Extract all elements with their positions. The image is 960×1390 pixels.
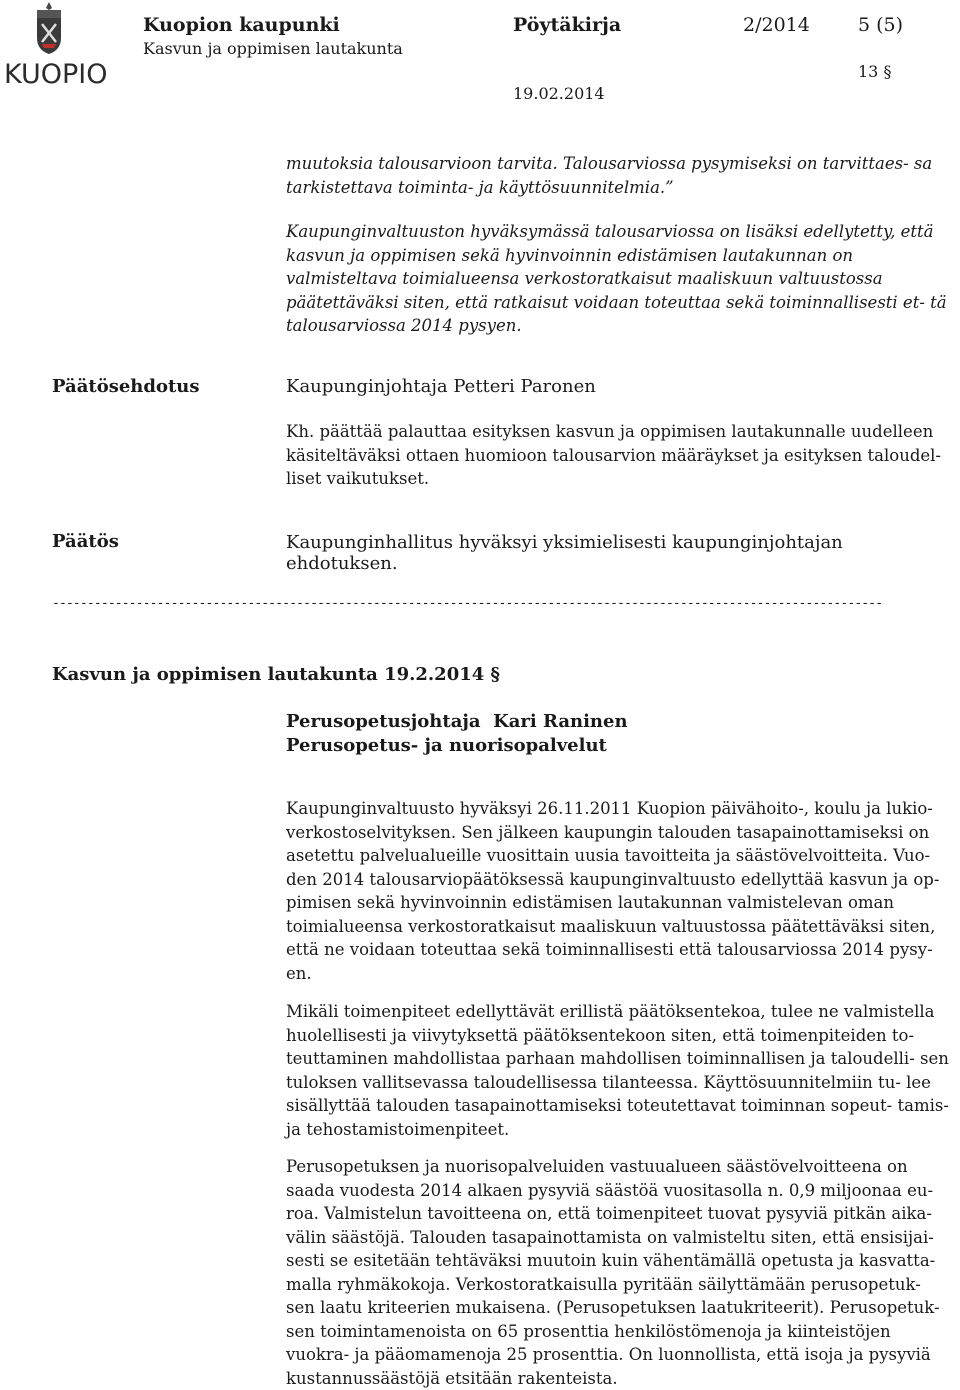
intro-paragraph-1: muutoksia talousarvioon tarvita. Talousarviossa pysymiseksi on tarvittaes- sa tarkistettava toiminta- ja käyttösuunnitelmia.” — [286, 154, 933, 197]
section-divider: ----------------------------------------------------------------------------------------------------------------------- — [52, 596, 883, 611]
presenter-unit: Perusopetus- ja nuorisopalvelut — [286, 735, 607, 756]
proposal-label: Päätösehdotus — [52, 376, 200, 397]
intro-paragraph-2: Kaupunginvaltuuston hyväksymässä talousarviossa on lisäksi edellytetty, että kasvun ja oppimisen sekä hyvinvoinnin edistämisen lautakunnan on valmisteltava toimialueensa verkostoratkaisut maaliskuun valtuustossa päätettäväksi siten, että ratkaisut voidaan toteuttaa sekä toiminnallisesti et- tä talousarviossa 2014 pysyen. — [286, 222, 947, 335]
document-type: Pöytäkirja — [513, 14, 622, 36]
kuopio-logo — [4, 2, 108, 94]
board-section-title: Kasvun ja oppimisen lautakunta 19.2.2014 § — [52, 664, 500, 685]
presenter-name: Perusopetusjohtaja Kari Raninen — [286, 711, 628, 732]
decision-text: Kaupunginhallitus hyväksyi yksimielisesti kaupunginjohtajan ehdotuksen. — [286, 532, 843, 574]
logo-text: KUOPIO — [4, 59, 108, 90]
proposal-text: Kh. päättää palauttaa esityksen kasvun ja oppimisen lautakunnalle uudelleen käsiteltäväksi ottaen huomioon talousarvion määräykset ja esityksen taloudel- liset vaikutukset. — [286, 422, 942, 488]
document-number: 2/2014 — [743, 14, 810, 36]
presenter-block — [286, 710, 628, 758]
proposal-presenter: Kaupunginjohtaja Petteri Paronen — [286, 376, 596, 397]
board-paragraph-3: Perusopetuksen ja nuorisopalveluiden vastuualueen säästövelvoitteena on saada vuodesta 2014 alkaen pysyviä säästöä vuositasolla n. 0,9 miljoonaa eu- roa. Valmistelun tavoitteena on, että toimenpiteet tuovat pysyviä pitkän aika- välin säästöjä. Talouden tasapainottamista on valmisteltu siten, että ensisijai- sesti se esitetään tehtäväksi muutoin kuin vähentämällä opetusta ja kasvatta- malla ryhmäkokoja. Verkostoratkaisulla pyritään säilyttämään perusopetuk- sen laatu kriteerien mukaisena. (Perusopetuksen laatukriteerit). Perusopetuk- sen toimintamenoista on 65 prosenttia henkilöstömenoja ja kiinteistöjen vuokra- ja pääomamenoja 25 prosenttia. On luonnollista, että isoja ja pysyviä kustannussäästöjä etsitään rakenteista. — [286, 1157, 940, 1388]
page-number: 5 (5) — [858, 14, 904, 36]
board-paragraph-2: Mikäli toimenpiteet edellyttävät erillistä päätöksentekoa, tulee ne valmistella huolellisesti ja viivytyksettä päätöksentekoon siten, että toimenpiteiden to- teuttaminen mahdollistaa parhaan mahdollisen toiminnallisen ja taloudelli- sen tuloksen vallitsevassa taloudellisessa tilanteessa. Käyttösuunnitelmiin tu- lee sisällyttää talouden tasapainottamiseksi toteutettavat toiminnan sopeut- tamis- ja tehostamistoimenpiteet. — [286, 1002, 949, 1139]
document-date: 19.02.2014 — [513, 84, 605, 103]
board-name: Kasvun ja oppimisen lautakunta — [143, 39, 403, 58]
crest-icon — [34, 2, 64, 54]
section-number: 13 § — [858, 62, 892, 81]
board-paragraph-1: Kaupunginvaltuusto hyväksyi 26.11.2011 Kuopion päivähoito-, koulu ja lukio- verkostoselvityksen. Sen jälkeen kaupungin talouden tasapainottamiseksi on asetettu palvelualueille vuosittain uusia tavoitteita ja säästövelvoitteita. Vuo- den 2014 talousarviopäätöksessä kaupunginvaltuusto edellyttää kasvun ja op- pimisen sekä hyvinvoinnin edistämisen lautakunnan valmistelevan oman toimialueensa verkostoratkaisut maaliskuun valtuustossa päätettäväksi siten, että ne voidaan toteuttaa sekä toiminnallisesti että talousarviossa 2014 pysy- en. — [286, 799, 940, 983]
decision-label: Päätös — [52, 531, 119, 552]
organization-name: Kuopion kaupunki — [143, 14, 340, 36]
